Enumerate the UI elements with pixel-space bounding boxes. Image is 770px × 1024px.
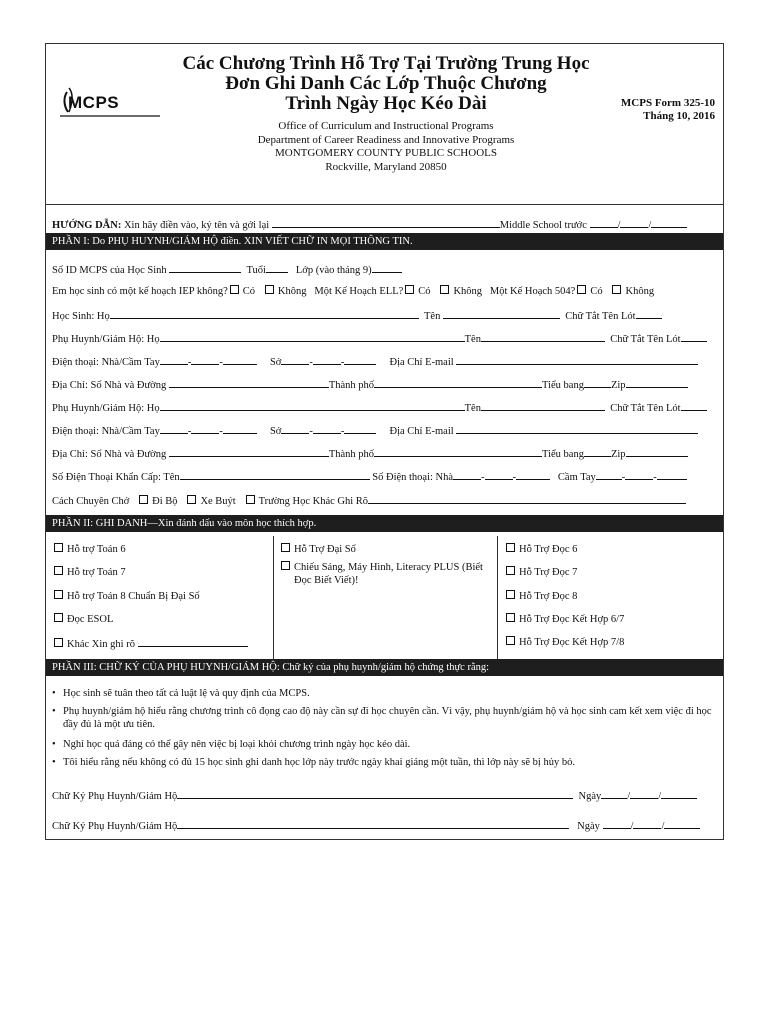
course-esol-reading[interactable]: [52, 613, 113, 626]
course-label: Đọc ESOL: [67, 614, 114, 625]
city-field[interactable]: [374, 377, 542, 388]
form-number: MCPS Form 325-10: [620, 97, 715, 109]
plan504-label: Một Kế Hoạch 504?: [489, 286, 576, 297]
signature-row-1: [52, 788, 697, 803]
bullet-text: Tôi hiểu rằng nếu không có đủ 15 học sinh ghi danh học lớp này trước ngày khai giảng một tuần, thì lớp này sẽ bị hủy bỏ.: [63, 757, 575, 768]
course-literacy-plus[interactable]: [279, 561, 483, 574]
guardian1-phone-row: [52, 354, 698, 369]
guardian1-last-label: Phụ Huynh/Giám Hộ: Họ: [52, 334, 160, 345]
iep-label: Em học sinh có một kế hoạch IEP không?: [52, 286, 228, 297]
course-grid: [46, 536, 723, 659]
checkbox[interactable]: [506, 566, 515, 575]
signature-label: Chữ Ký Phụ Huynh/Giám Hộ: [52, 791, 178, 802]
return-school-field[interactable]: [272, 217, 500, 228]
address-label: Địa Chỉ: Số Nhà và Đường: [52, 380, 167, 391]
office-line-1: Office of Curriculum and Instructional Programs: [278, 120, 494, 132]
student-first-field[interactable]: [443, 308, 560, 319]
other-school-label: Trường Học Khác Ghi Rõ: [258, 496, 369, 507]
title-line-2: Đơn Ghi Danh Các Lớp Thuộc Chương: [225, 73, 547, 94]
emergency-row: [52, 469, 687, 484]
emergency-home-line[interactable]: [516, 469, 550, 480]
emergency-cell-line[interactable]: [657, 469, 687, 480]
date-day[interactable]: [630, 788, 658, 799]
emergency-name-field[interactable]: [180, 469, 370, 480]
email-label: Địa Chỉ E-mail: [389, 357, 454, 368]
work-line[interactable]: [344, 423, 376, 434]
transport-label: Cách Chuyên Chở: [52, 496, 130, 507]
dash: -: [309, 426, 313, 437]
student-mi-label: Chữ Tắt Tên Lót: [565, 311, 636, 322]
form-header: [46, 44, 723, 205]
city-label: Thành phố: [328, 449, 375, 460]
section1-header: PHẦN I: Do PHỤ HUYNH/GIÁM HỘ điền. XIN VIẾT CHỮ IN MỌI THÔNG TIN.: [46, 233, 723, 250]
bullet-dot: •: [52, 739, 56, 750]
phone-prefix[interactable]: [191, 423, 219, 434]
state-field[interactable]: [584, 377, 611, 388]
form-date: Tháng 10, 2016: [643, 110, 715, 122]
email-field[interactable]: [456, 423, 698, 434]
date-month[interactable]: [601, 788, 627, 799]
course-column-2: [273, 536, 498, 659]
checkbox[interactable]: [54, 613, 63, 622]
yes-label: Có: [418, 286, 431, 297]
student-id-label: Số ID MCPS của Học Sinh: [52, 265, 167, 276]
guardian2-mi-label: Chữ Tắt Tên Lót: [610, 403, 681, 414]
return-date-year[interactable]: [651, 217, 687, 228]
walk-checkbox[interactable]: [139, 495, 148, 504]
guardian1-mi-label: Chữ Tắt Tên Lót: [610, 334, 681, 345]
date-year[interactable]: [661, 788, 697, 799]
age-field[interactable]: [266, 262, 288, 273]
course-column-3: [498, 536, 723, 659]
zip-field[interactable]: [626, 446, 688, 457]
yes-label: Có: [242, 286, 256, 297]
address-label: Địa Chỉ: Số Nhà và Đường: [52, 449, 167, 460]
checkbox[interactable]: [506, 636, 515, 645]
title-line-3: Trình Ngày Học Kéo Dài: [285, 93, 487, 114]
no-label: Không: [453, 286, 483, 297]
course-reading6[interactable]: [504, 543, 577, 556]
course-reading-combo-6-7[interactable]: [504, 613, 624, 626]
state-label: Tiểu bang: [542, 449, 584, 460]
grade-field[interactable]: [372, 262, 402, 273]
checkbox[interactable]: [281, 561, 290, 570]
dash: -: [187, 357, 192, 368]
instructions-row: [52, 217, 687, 232]
course-label: Hỗ Trợ Đọc 8: [519, 591, 578, 602]
guardian2-phone-row: [52, 423, 698, 438]
phone-area[interactable]: [160, 423, 188, 434]
emergency-cell-label: Cầm Tay: [557, 472, 596, 483]
title-line-1: Các Chương Trình Hỗ Trợ Tại Trường Trung Học: [182, 53, 590, 74]
date-month[interactable]: [603, 818, 631, 829]
course-label: Hỗ Trợ Đọc 6: [519, 544, 578, 555]
guardian1-last-field[interactable]: [160, 331, 465, 342]
section2-header: PHẦN II: GHI DANH—Xin đánh dấu vào môn học thích hợp.: [46, 515, 723, 532]
iep-yes-checkbox[interactable]: [230, 285, 239, 294]
course-other[interactable]: [52, 636, 248, 651]
age-label: Tuổi: [246, 265, 266, 276]
student-id-field[interactable]: [169, 262, 241, 273]
work-label: Sở: [269, 357, 282, 368]
zip-label: Zip: [610, 380, 626, 391]
work-area[interactable]: [281, 423, 309, 434]
no-label: Không: [625, 286, 655, 297]
student-first-label: Tên: [424, 311, 441, 322]
city-label: Thành phố: [328, 380, 375, 391]
guardian2-address-row: [52, 446, 688, 461]
bullet-text: Nghỉ học quá đáng có thể gây nên việc bị loại khỏi chương trình ngày học kéo dài.: [63, 739, 411, 750]
instructions-suffix: Middle School trước: [499, 220, 587, 231]
date-sep: /: [617, 220, 621, 231]
dash: -: [309, 357, 313, 368]
date-label: Ngày: [577, 821, 600, 832]
dash: -: [187, 426, 192, 437]
course-math7[interactable]: [52, 566, 126, 579]
course-algebra[interactable]: [279, 543, 356, 556]
state-field[interactable]: [584, 446, 611, 457]
course-label: Chiếu Sáng, Máy Hình, Literacy PLUS (Biết: [294, 562, 483, 573]
work-area[interactable]: [281, 354, 309, 365]
date-sep: /: [627, 791, 631, 802]
dash: -: [219, 426, 223, 437]
course-math8-prealgebra[interactable]: [52, 590, 200, 603]
signature-field[interactable]: [177, 818, 569, 829]
course-label: Hỗ Trợ Đọc Kết Hợp 6/7: [519, 614, 625, 625]
date-year[interactable]: [664, 818, 700, 829]
date-sep: /: [648, 220, 652, 231]
plans-row: [52, 285, 654, 298]
work-prefix[interactable]: [313, 354, 341, 365]
bullet-dot: •: [52, 706, 56, 717]
yes-label: Có: [590, 286, 603, 297]
emergency-home-prefix[interactable]: [485, 469, 513, 480]
date-day[interactable]: [633, 818, 661, 829]
enrollment-form: [45, 43, 724, 840]
phone-label: Điện thoại: Nhà/Cầm Tay: [52, 357, 160, 368]
dash: -: [481, 472, 485, 483]
student-name-row: [52, 308, 662, 323]
checkbox[interactable]: [54, 543, 63, 552]
course-reading8[interactable]: [504, 590, 577, 603]
guardian2-mi-field[interactable]: [681, 400, 707, 411]
bullet-text: Học sinh sẽ tuân theo tất cả luật lệ và quy định của MCPS.: [63, 688, 310, 699]
dash: -: [621, 472, 626, 483]
dash: -: [340, 357, 345, 368]
checkbox[interactable]: [54, 590, 63, 599]
work-label: Sở: [269, 426, 282, 437]
dash: -: [340, 426, 345, 437]
phone-line[interactable]: [223, 423, 257, 434]
emergency-name-label: Số Điện Thoại Khẩn Cấp: Tên: [52, 472, 180, 483]
bus-checkbox[interactable]: [187, 495, 196, 504]
logo-text: MCPS: [68, 93, 120, 112]
course-label: Hỗ trợ Toán 7: [67, 567, 126, 578]
plan504-yes-checkbox[interactable]: [577, 285, 586, 294]
return-date-month[interactable]: [590, 217, 618, 228]
course-reading-combo-7-8[interactable]: [504, 636, 624, 649]
course-label: Hỗ Trợ Đại Số: [294, 544, 356, 555]
emergency-home-area[interactable]: [453, 469, 481, 480]
no-label: Không: [277, 286, 307, 297]
bus-label: Xe Buýt: [200, 496, 236, 507]
instructions-text: Xin hãy điền vào, ký tên và gởi lại: [123, 220, 270, 231]
emergency-cell-prefix[interactable]: [625, 469, 653, 480]
page-title: [156, 54, 616, 114]
date-label: Ngày: [578, 791, 602, 802]
checkbox[interactable]: [506, 613, 515, 622]
transport-row: [52, 493, 686, 508]
email-label: Địa Chỉ E-mail: [389, 426, 454, 437]
signature-label: Chữ Ký Phụ Huynh/Giám Hộ: [52, 821, 178, 832]
emergency-home-label: Số Điện thoại: Nhà: [372, 472, 454, 483]
phone-label: Điện thoại: Nhà/Cầm Tay: [52, 426, 160, 437]
course-label: Hỗ Trợ Đọc 7: [519, 567, 578, 578]
address-field[interactable]: [169, 377, 329, 388]
address-field[interactable]: [169, 446, 329, 457]
date-sep: /: [630, 821, 634, 832]
course-reading7[interactable]: [504, 566, 577, 579]
office-address: [216, 120, 556, 174]
date-sep: /: [661, 821, 665, 832]
guardian1-name-row: [52, 331, 707, 346]
course-label: Khác Xin ghi rõ: [67, 639, 135, 650]
signature-field[interactable]: [177, 788, 573, 799]
form-number-block: [621, 97, 715, 123]
student-id-row: [52, 262, 402, 277]
phone-prefix[interactable]: [191, 354, 219, 365]
guardian2-last-label: Phụ Huynh/Giám Hộ: Họ: [52, 403, 160, 414]
guardian2-last-field[interactable]: [160, 400, 465, 411]
zip-field[interactable]: [626, 377, 688, 388]
ell-yes-checkbox[interactable]: [405, 285, 414, 294]
student-mi-field[interactable]: [636, 308, 662, 319]
dash: -: [512, 472, 517, 483]
instructions-label: HƯỚNG DẪN:: [52, 220, 122, 231]
guardian1-mi-field[interactable]: [681, 331, 707, 342]
checkbox[interactable]: [506, 543, 515, 552]
office-line-3: MONTGOMERY COUNTY PUBLIC SCHOOLS: [275, 147, 497, 159]
course-label: Hỗ trợ Toán 6: [67, 544, 126, 555]
office-line-4: Rockville, Maryland 20850: [325, 160, 447, 173]
checkbox[interactable]: [54, 566, 63, 575]
phone-line[interactable]: [223, 354, 257, 365]
email-field[interactable]: [456, 354, 698, 365]
city-field[interactable]: [374, 446, 542, 457]
other-school-checkbox[interactable]: [246, 495, 255, 504]
dash: -: [219, 357, 223, 368]
bullet-dot: •: [52, 688, 56, 699]
other-school-field[interactable]: [368, 493, 686, 504]
grade-label: Lớp (vào tháng 9): [295, 265, 372, 276]
signature-row-2: [52, 818, 700, 833]
phone-area[interactable]: [160, 354, 188, 365]
walk-label: Đi Bộ: [152, 496, 178, 507]
guardian1-address-row: [52, 377, 688, 392]
guardian1-first-field[interactable]: [481, 331, 605, 342]
course-other-field[interactable]: [138, 636, 248, 647]
checkbox[interactable]: [54, 638, 63, 647]
return-date-day[interactable]: [620, 217, 648, 228]
section3-header: PHẦN III: CHỮ KÝ CỦA PHỤ HUYNH/GIÁM HỘ: Chữ ký của phụ huynh/giám hộ chứng thực rằng:: [46, 659, 723, 676]
course-column-1: [46, 536, 274, 659]
plan504-no-checkbox[interactable]: [612, 285, 621, 294]
zip-label: Zip: [610, 449, 626, 460]
work-line[interactable]: [344, 354, 376, 365]
emergency-cell-area[interactable]: [596, 469, 622, 480]
guardian2-first-label: Tên: [464, 403, 481, 414]
state-label: Tiểu bang: [542, 380, 584, 391]
bullet-dot: •: [52, 757, 56, 768]
ell-no-checkbox[interactable]: [440, 285, 449, 294]
checkbox[interactable]: [506, 590, 515, 599]
guardian1-first-label: Tên: [464, 334, 481, 345]
course-literacy-plus-line2: Đọc Biết Viết)!: [294, 575, 359, 586]
office-line-2: Department of Career Readiness and Innovative Programs: [257, 133, 515, 146]
bullet-text: Phụ huynh/giám hộ hiểu rằng chương trình cô đọng cao độ này cần sự đi học chuyên cần. Vì vậy, phụ huynh/giám hộ và học sinh cam kết xem việc đi học đầy đủ là một ưu tiên.: [63, 706, 712, 730]
work-prefix[interactable]: [313, 423, 341, 434]
guardian2-first-field[interactable]: [481, 400, 605, 411]
date-sep: /: [658, 791, 662, 802]
student-last-label: Học Sinh: Họ: [52, 311, 110, 322]
ell-label: Một Kế Hoạch ELL?: [314, 286, 404, 297]
iep-no-checkbox[interactable]: [265, 285, 274, 294]
guardian2-name-row: [52, 400, 707, 415]
course-math6[interactable]: [52, 543, 126, 556]
dash: -: [653, 472, 657, 483]
checkbox[interactable]: [281, 543, 290, 552]
student-last-field[interactable]: [110, 308, 419, 319]
course-label: Hỗ Trợ Đọc Kết Hợp 7/8: [519, 637, 625, 648]
course-label: Hỗ trợ Toán 8 Chuẩn Bị Đại Số: [67, 591, 200, 602]
